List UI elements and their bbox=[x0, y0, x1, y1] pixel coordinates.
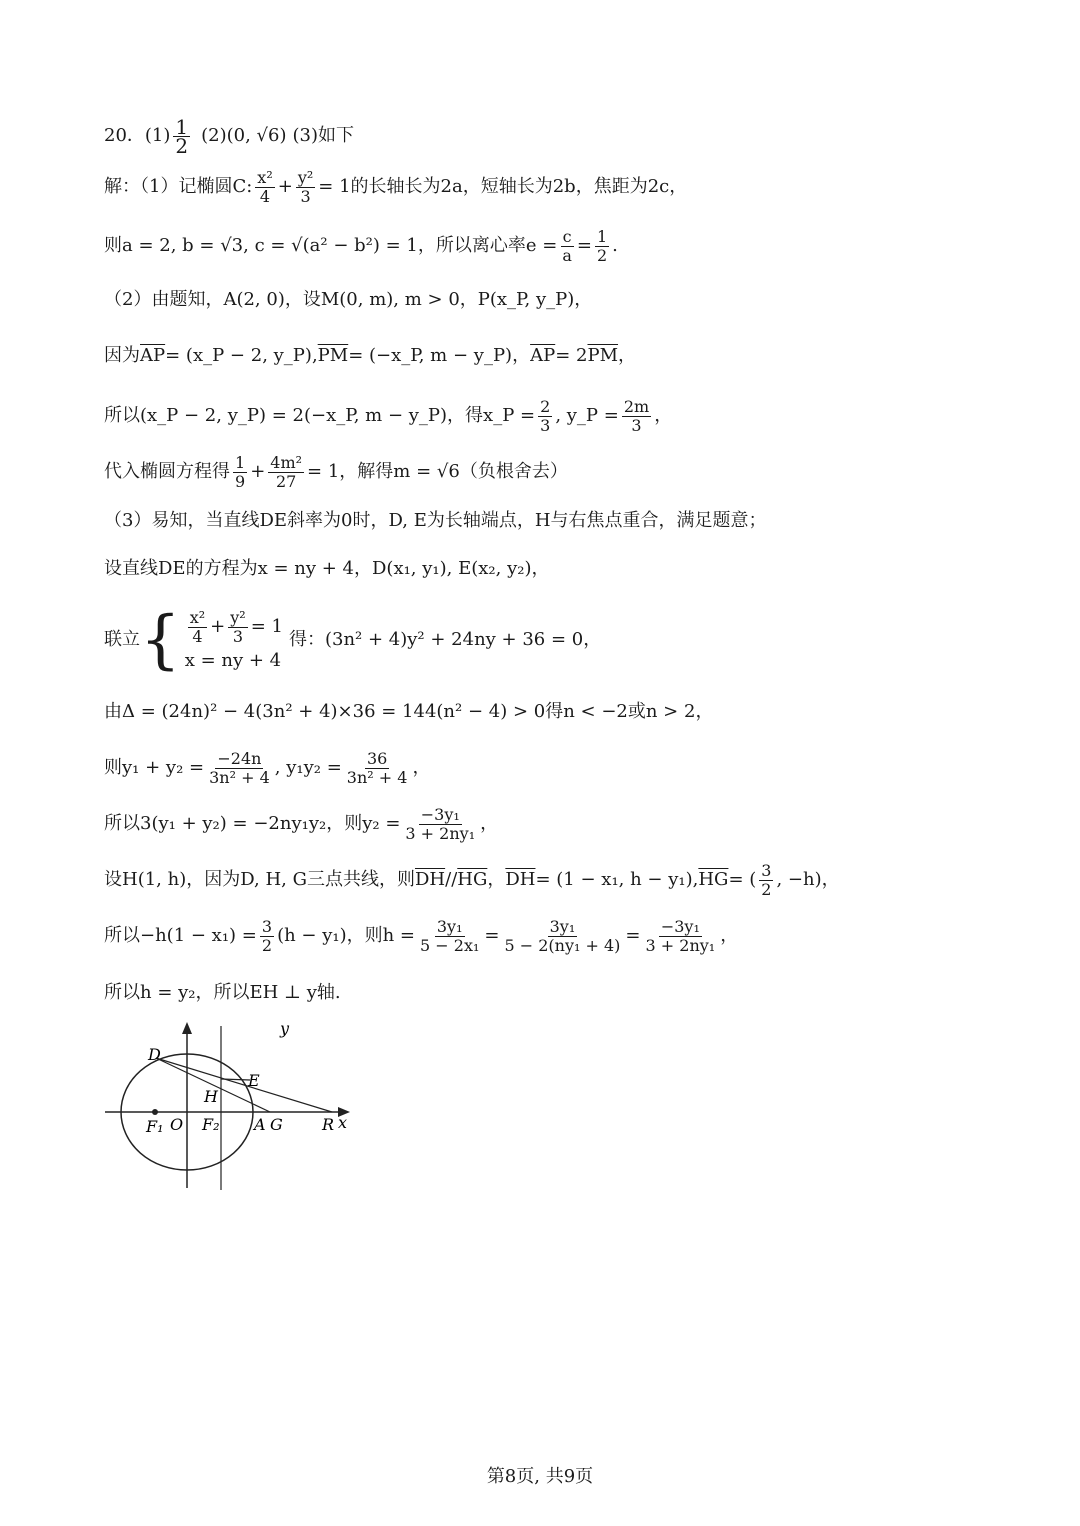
label-y: y bbox=[280, 1020, 290, 1038]
h-calc-line: 所以−h(1 − x₁) = $\frac{3}{2}$ (h − y₁)，则h = $\frac{\text{3y₁}}{\text{5 − 2x₁}}$ = $\frac{\text{3y₁}}{\text{5 − 2(ny₁ + 4)}}$ = $\frac{\text{−3y₁}}{\text{3 + 2ny₁}}$ ， bbox=[104, 916, 739, 955]
label-x: x bbox=[338, 1113, 348, 1132]
line-DR bbox=[156, 1058, 332, 1112]
answer-frac: $\frac{1}{2}$ bbox=[175, 114, 189, 158]
solution-part1: 解：（1）记椭圆C: $\frac{\text{x²}}{4}$ + $\frac{\text{y²}}{3}$ = 1的长轴长为2a，短轴长为2b，焦距为2c， bbox=[104, 167, 688, 206]
label-A: A bbox=[254, 1115, 266, 1134]
so-line: 所以(x_P − 2, y_P) = 2(−x_P, m − y_P)，得x_P = $\frac{2}{3}$ , y_P = $\frac{2m}{3}$ ， bbox=[104, 396, 673, 435]
y-axis-arrow bbox=[182, 1022, 192, 1034]
answer-part2: (2)(0, √6) bbox=[201, 125, 287, 146]
system-brace: { $\frac{\text{x²}}{4}$ + $\frac{\text{y²}}{3}$ = 1 x = ny + 4 bbox=[140, 603, 283, 677]
vieta-line: 则y₁ + y₂ = $\frac{-24n}{\text{3n² + 4}}$ , y₁y₂ = $\frac{36}{\text{3n² + 4}}$ ， bbox=[104, 748, 431, 787]
solution-values: 则a = 2, b = √3, c = √(a² − b²) = 1，所以离心率e = $\frac{c}{a}$ = $\frac{1}{2}$ . bbox=[104, 226, 618, 265]
vector-line: 因为 $\overline{AP}$ = (x_P − 2, y_P), $\overline{PM}$ = (−x_P, m − y_P)， $\overline{AP}$ = 2 $\overline{PM}$ ， bbox=[104, 345, 637, 366]
solution-part2: （2）由题知，A(2, 0)，设M(0, m), m > 0，P(x_P, y_P)， bbox=[104, 289, 593, 310]
label-H: H bbox=[204, 1087, 218, 1106]
ellipse-figure bbox=[100, 1020, 360, 1195]
point-F1 bbox=[152, 1109, 158, 1115]
label-D: D bbox=[148, 1045, 161, 1064]
answer-line bbox=[104, 112, 354, 160]
answer-part3: (3)如下 bbox=[292, 125, 354, 146]
substitute-line: 代入椭圆方程得 $\frac{1}{9}$ + $\frac{\text{4m²}}{27}$ = 1，解得m = √6（负根舍去） bbox=[104, 452, 568, 491]
label-F1: F₁ bbox=[146, 1117, 164, 1136]
label-G: G bbox=[270, 1115, 283, 1134]
answer-prefix: 20．(1) bbox=[104, 125, 171, 146]
label-F2: F₂ bbox=[202, 1115, 220, 1134]
final-line: 所以h = y₂，所以EH ⊥ y轴. bbox=[104, 982, 341, 1003]
label-O: O bbox=[170, 1115, 184, 1134]
label-E: E bbox=[248, 1071, 260, 1090]
label-R: R bbox=[322, 1115, 335, 1134]
h-line: 设H(1, h)，因为D, H, G三点共线，则 $\overline{DH}$ // $\overline{HG}$ ， $\overline{DH}$ = (1 − x₁, h − y₁), $\overline{HG}$ = ( $\frac{3}{2}$ , −h)， bbox=[104, 860, 840, 899]
relation-line: 所以3(y₁ + y₂) = −2ny₁y₂，则y₂ = $\frac{\text{−3y₁}}{\text{3 + 2ny₁}}$ ， bbox=[104, 804, 499, 843]
delta-line: 由Δ = (24n)² − 4(3n² + 4)×36 = 144(n² − 4) > 0得n < −2或n > 2， bbox=[104, 701, 714, 722]
solution-part3: （3）易知，当直线DE斜率为0时，D, E为长轴端点，H与右焦点重合，满足题意； bbox=[104, 510, 767, 531]
system-line: 联立 { $\frac{\text{x²}}{4}$ + $\frac{\text{y²}}{3}$ = 1 x = ny + 4 得：(3n² + 4)y² + 24ny + 36 = 0， bbox=[104, 603, 602, 677]
page-footer: 第8页, 共9页 bbox=[486, 1466, 594, 1487]
line-de: 设直线DE的方程为x = ny + 4，D(x₁, y₁), E(x₂, y₂)， bbox=[104, 558, 550, 579]
